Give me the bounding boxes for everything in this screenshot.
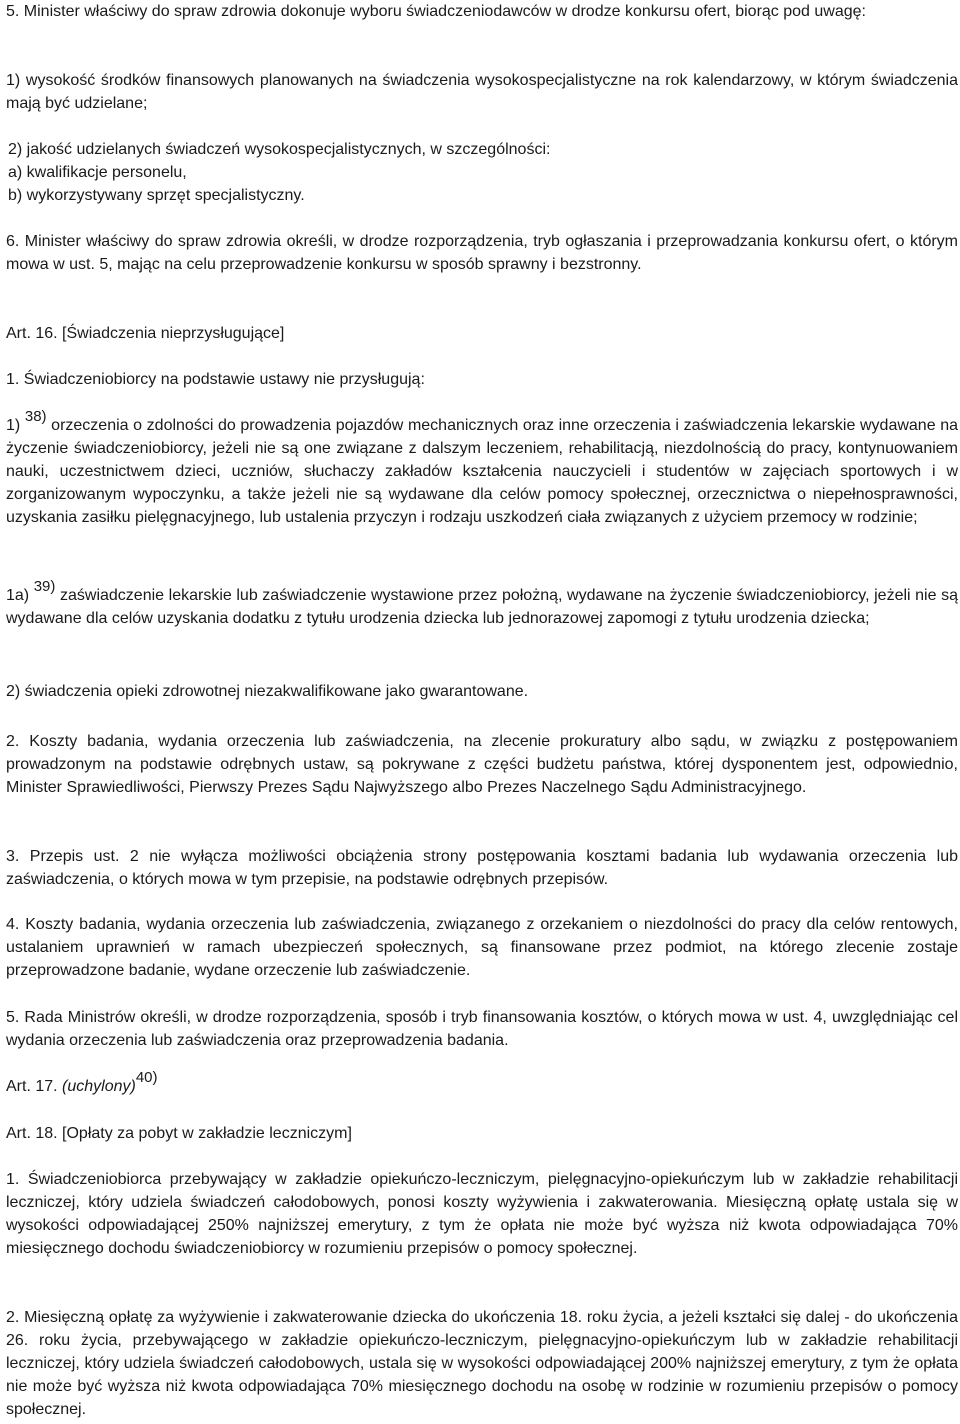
point-number: 1) [6,417,21,434]
article-16-point-1a [6,578,958,630]
footnote-ref-40: 40) [135,1069,158,1086]
point-5-2a: a) kwalifikacje personelu, [8,164,187,181]
article-number: Art. 17. [6,1078,58,1095]
article-16-ust-5: 5. Rada Ministrów określi, w drodze rozporządzenia, sposób i tryb finansowania kosztów, o których mowa w ust. 4, uwzględniając cel wydania orzeczenia lub zaświadczenia oraz przeprowadzenia badania. [6,1009,958,1049]
article-16-heading: Art. 16. [Świadczenia nieprzysługujące] [6,325,285,342]
article-17-heading [6,1069,958,1098]
point-number: 1a) [6,587,30,604]
point-text: zaświadczenie lekarskie lub zaświadczenie wystawione przez położną, wydawane na życzenie świadczeniobiorcy, jeżeli nie są wydawane dla celów uzyskania dodatku z tytułu urodzenia dziecka lub jednorazowej zapomogi z tytułu urodzenia dziecka; [6,587,958,627]
article-16-ust-2: 2. Koszty badania, wydania orzeczenia lub zaświadczenia, na zlecenie prokuratury albo sądu, w związku z postępowaniem prowadzonym na podstawie odrębnych ustaw, są pokrywane z części budżetu państwa, której dysponentem jest, odpowiednio, Minister Sprawiedliwości, Pierwszy Prezes Sądu Najwyższego albo Prezes Naczelnego Sądu Administracyjnego. [6,733,958,796]
article-18-heading: Art. 18. [Opłaty za pobyt w zakładzie leczniczym] [6,1125,352,1142]
paragraph-6: 6. Minister właściwy do spraw zdrowia określi, w drodze rozporządzenia, tryb ogłaszania i przeprowadzania konkursu ofert, o którym mowa w ust. 5, mając na celu przeprowadzenie konkursu w sposób sprawny i bezstronny. [6,233,958,273]
article-18-ust-1: 1. Świadczeniobiorca przebywający w zakładzie opiekuńczo-leczniczym, pielęgnacyjno-opiekuńczym lub w zakładzie rehabilitacji leczniczej, który udziela świadczeń całodobowych, ponosi koszty wyżywienia i zakwaterowania. Miesięczną opłatę ustala się w wysokości odpowiadającej 250% najniższej emerytury, z tym że opłata nie może być wyższa niż kwota odpowiadająca 70% miesięcznego dochodu świadczeniobiorcy w rozumieniu przepisów o pomocy społecznej. [6,1171,958,1257]
article-16-point-2: 2) świadczenia opieki zdrowotnej niezakwalifikowane jako gwarantowane. [6,683,529,700]
article-16-ust-4: 4. Koszty badania, wydania orzeczenia lub zaświadczenia, związanego z orzekaniem o niezdolności do pracy dla celów rentowych, ustalaniem uprawnień w ramach ubezpieczeń społecznych, są finansowane przez podmiot, na którego zlecenie zostaje przeprowadzone badanie, wydane orzeczenie lub zaświadczenie. [6,916,958,979]
article-16-ust-3: 3. Przepis ust. 2 nie wyłącza możliwości obciążenia strony postępowania kosztami badania lub wydawania orzeczenia lub zaświadczenia, o których mowa w tym przepisie, na podstawie odrębnych przepisów. [6,848,958,888]
point-5-2: 2) jakość udzielanych świadczeń wysokospecjalistycznych, w szczególności: [8,141,551,158]
point-5-2b: b) wykorzystywany sprzęt specjalistyczny. [8,187,305,204]
footnote-ref-39: 39) [33,578,56,595]
point-text: orzeczenia o zdolności do prowadzenia pojazdów mechanicznych oraz inne orzeczenia i zaświadczenia lekarskie wydawane na życzenie świadczeniobiorcy, jeżeli nie są one związane z dalszym leczeniem, rehabilitacją, niezdolnością do pracy, kontynuowaniem nauki, uczestnictwem dzieci, uczniów, słuchaczy zakładów kształcenia nauczycieli i studentów w zajęciach sportowych i w zorganizowanym wypoczynku, a także jeżeli nie są wydawane dla celów pomocy społecznej, orzecznictwa o niepełnosprawności, uzyskania zasiłku pielęgnacyjnego, lub ustalenia przyczyn i rodzaju uszkodzeń ciała związanych z użyciem przemocy w rodzinie; [6,417,959,526]
paragraph-5: 5. Minister właściwy do spraw zdrowia dokonuje wyboru świadczeniodawców w drodze konkursu ofert, biorąc pod uwagę: [6,3,866,20]
footnote-ref-38: 38) [24,408,47,425]
article-16-point-1 [6,408,959,529]
point-5-1: 1) wysokość środków finansowych planowanych na świadczenia wysokospecjalistyczne na rok kalendarzowy, w którym świadczenia mają być udzielane; [6,72,958,112]
article-18-ust-2: 2. Miesięczną opłatę za wyżywienie i zakwaterowanie dziecka do ukończenia 18. roku życia, a jeżeli kształci się dalej - do ukończenia 26. roku życia, przebywającego w zakładzie opiekuńczo-leczniczym, pielęgnacyjno-opiekuńczym lub w zakładzie rehabilitacji leczniczej, który udziela świadczeń całodobowych, ustala się w wysokości odpowiadającej 200% najniższej emerytury, z tym że opłata nie może być wyższa niż kwota odpowiadająca 70% miesięcznego dochodu na osobę w rodzinie w rozumieniu przepisów o pomocy społecznej. [6,1309,958,1418]
article-16-ust-1: 1. Świadczeniobiorcy na podstawie ustawy nie przysługują: [6,371,425,388]
repealed-label: (uchylony) [62,1078,136,1095]
